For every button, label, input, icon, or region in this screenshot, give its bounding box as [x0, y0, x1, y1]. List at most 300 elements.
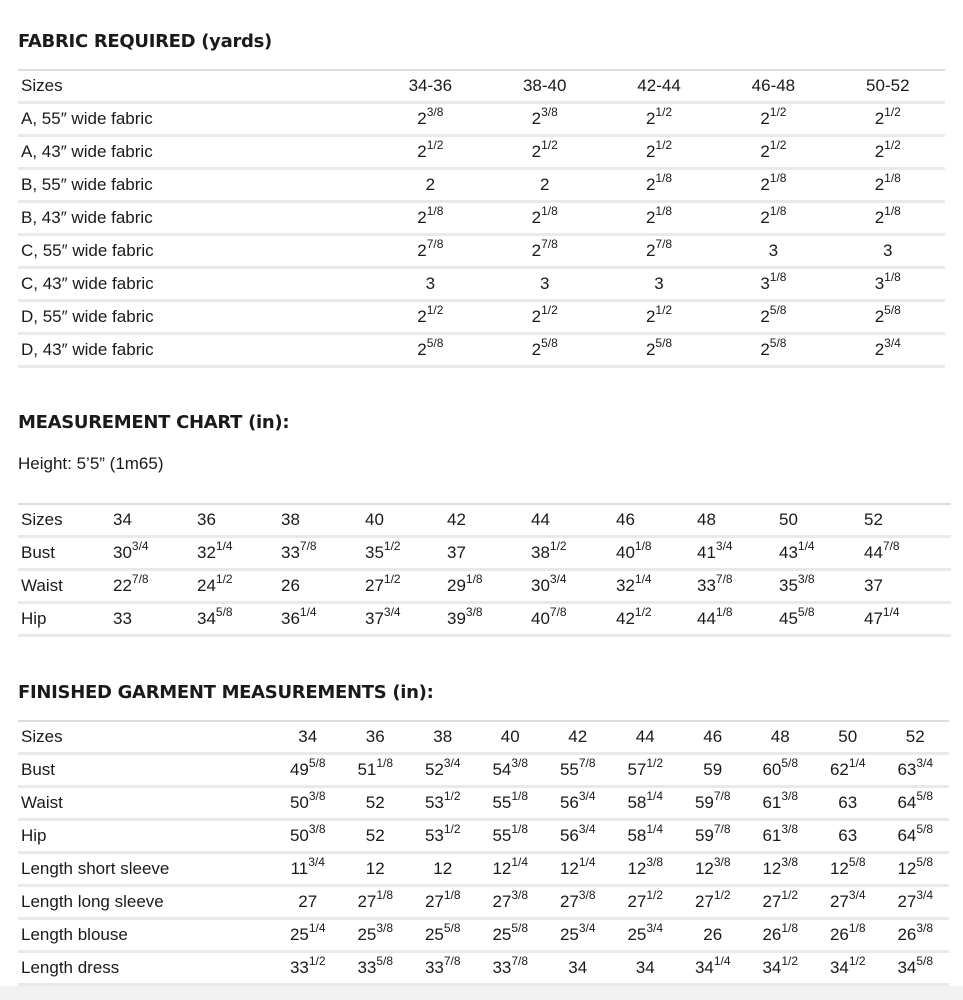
table-cell [444, 570, 528, 603]
value-whole: 2 [645, 208, 656, 227]
table-cell [477, 952, 545, 985]
table-cell [814, 754, 882, 787]
row-label: Bust [18, 754, 274, 787]
value-whole: 42 [616, 609, 635, 628]
fabric-required-title: FABRIC REQUIRED (yards) [18, 31, 272, 52]
value-fraction: 3/8 [376, 921, 394, 936]
value-whole: 37 [447, 543, 466, 562]
value-fraction: 3/8 [511, 756, 529, 771]
table-row [18, 570, 951, 603]
table-cell [814, 853, 882, 886]
value-whole: 2 [874, 307, 885, 326]
value-whole: 58 [627, 826, 647, 845]
value-whole: 2 [760, 175, 770, 194]
table-row [18, 952, 949, 985]
row-label: Length short sleeve [18, 853, 274, 886]
value-fraction: 1/4 [646, 789, 664, 804]
table-cell [274, 952, 342, 985]
value-fraction: 1/2 [781, 888, 799, 903]
value-whole: 26 [281, 576, 300, 595]
value-whole: 33 [492, 958, 512, 977]
table-cell [488, 136, 602, 169]
table-cell [831, 268, 945, 301]
value-fraction: 1/2 [549, 539, 567, 554]
value-whole: 42-44 [637, 76, 681, 95]
value-whole: 55 [492, 826, 512, 845]
finished-garment-table [18, 720, 949, 986]
value-fraction: 3/4 [884, 336, 901, 351]
table-cell [814, 820, 882, 853]
value-whole: 3 [768, 241, 779, 260]
value-fraction: 3/8 [797, 572, 815, 587]
value-whole: 24 [197, 576, 216, 595]
value-fraction: 7/8 [715, 572, 733, 587]
table-cell [747, 787, 815, 820]
table-cell [831, 301, 945, 334]
table-cell [409, 886, 477, 919]
table-cell [544, 820, 612, 853]
table-cell [747, 820, 815, 853]
table-row [18, 268, 945, 301]
table-cell [612, 952, 680, 985]
table-cell [477, 886, 545, 919]
row-label: Waist [18, 787, 274, 820]
value-whole: 25 [357, 925, 377, 944]
sizes-label: Sizes [18, 70, 373, 103]
value-whole: 38 [281, 510, 300, 529]
value-whole: 2 [645, 142, 656, 161]
value-whole: 35 [779, 576, 798, 595]
table-cell [274, 754, 342, 787]
table-cell [679, 919, 747, 952]
size-header [544, 721, 612, 754]
value-whole: 2 [425, 175, 436, 194]
value-whole: 2 [760, 142, 770, 161]
value-fraction: 3/8 [541, 105, 558, 120]
value-whole: 52 [365, 793, 385, 812]
value-whole: 27 [559, 892, 579, 911]
size-header [861, 504, 951, 537]
value-whole: 25 [289, 925, 309, 944]
value-fraction: 1/2 [884, 105, 901, 120]
measurement-chart-title: MEASUREMENT CHART (in): [18, 412, 290, 433]
table-cell [612, 919, 680, 952]
value-whole: 40 [616, 543, 635, 562]
value-whole: 2 [874, 208, 885, 227]
row-label: Hip [18, 603, 110, 636]
size-header [679, 721, 747, 754]
value-whole: 27 [424, 892, 444, 911]
value-fraction: 5/8 [541, 336, 558, 351]
table-cell [613, 570, 694, 603]
table-cell [776, 603, 861, 636]
value-whole: 52 [905, 727, 925, 746]
size-header [602, 70, 716, 103]
value-fraction: 5/8 [916, 822, 934, 837]
value-fraction: 1/8 [781, 921, 799, 936]
value-whole: 34 [197, 609, 216, 628]
table-cell [602, 301, 716, 334]
table-cell [716, 136, 830, 169]
table-cell [488, 268, 602, 301]
value-whole: 36 [365, 727, 385, 746]
value-whole: 2 [531, 340, 542, 359]
value-fraction: 5/8 [848, 855, 866, 870]
value-fraction: 7/8 [713, 822, 731, 837]
table-row [18, 787, 949, 820]
value-whole: 36 [281, 609, 300, 628]
row-label: Length dress [18, 952, 274, 985]
table-cell [679, 886, 747, 919]
table-row [18, 537, 951, 570]
value-whole: 40 [365, 510, 384, 529]
value-whole: 2 [417, 142, 427, 161]
value-whole: 61 [762, 826, 782, 845]
value-fraction: 7/8 [549, 605, 567, 620]
value-whole: 27 [762, 892, 782, 911]
size-header [362, 504, 444, 537]
value-fraction: 1/4 [882, 605, 900, 620]
value-fraction: 3/8 [713, 855, 731, 870]
table-row [18, 301, 945, 334]
table-cell [110, 603, 194, 636]
value-whole: 50-52 [866, 76, 910, 95]
table-cell [612, 754, 680, 787]
value-whole: 60 [762, 760, 782, 779]
table-cell [694, 570, 776, 603]
measurement-chart-table [18, 503, 951, 637]
table-cell [747, 886, 815, 919]
value-fraction: 1/4 [299, 605, 317, 620]
value-whole: 52 [365, 826, 385, 845]
row-label: B, 55″ wide fabric [18, 169, 373, 202]
value-whole: 44 [635, 727, 655, 746]
value-whole: 38-40 [522, 76, 567, 95]
value-fraction: 3/4 [578, 822, 596, 837]
value-fraction: 3/4 [578, 921, 596, 936]
value-whole: 27 [365, 576, 384, 595]
value-whole: 2 [417, 241, 427, 260]
value-whole: 2 [760, 109, 770, 128]
value-whole: 47 [864, 609, 883, 628]
value-whole: 63 [838, 793, 858, 812]
value-whole: 3 [654, 274, 664, 293]
table-cell [488, 235, 602, 268]
row-label: A, 43″ wide fabric [18, 136, 373, 169]
table-cell [409, 820, 477, 853]
table-cell [612, 853, 680, 886]
value-fraction: 3/4 [131, 539, 149, 554]
table-cell [274, 787, 342, 820]
value-fraction: 1/8 [426, 204, 444, 219]
value-fraction: 1/2 [769, 105, 787, 120]
value-whole: 12 [492, 859, 512, 878]
value-whole: 30 [113, 543, 132, 562]
table-cell [861, 603, 951, 636]
value-fraction: 1/8 [376, 888, 394, 903]
value-whole: 25 [492, 925, 512, 944]
value-whole: 46-48 [751, 76, 796, 95]
value-whole: 32 [197, 543, 216, 562]
table-row [18, 886, 949, 919]
value-fraction: 1/2 [655, 303, 673, 318]
value-fraction: 7/8 [713, 789, 731, 804]
value-whole: 2 [417, 208, 427, 227]
size-header [342, 721, 410, 754]
table-cell [528, 570, 613, 603]
table-cell [602, 268, 716, 301]
table-cell [477, 754, 545, 787]
finished-garment-title: FINISHED GARMENT MEASUREMENTS (in): [18, 682, 434, 703]
value-whole: 41 [697, 543, 716, 562]
value-whole: 33 [357, 958, 377, 977]
value-whole: 55 [492, 793, 512, 812]
row-label: Waist [18, 570, 110, 603]
table-row [18, 919, 949, 952]
value-fraction: 1/8 [655, 171, 673, 186]
value-fraction: 1/8 [884, 171, 901, 186]
value-fraction: 7/8 [511, 954, 529, 969]
value-whole: 34-36 [408, 76, 453, 95]
value-whole: 61 [762, 793, 782, 812]
size-header [831, 70, 945, 103]
value-fraction: 3/8 [781, 855, 799, 870]
table-cell [882, 886, 950, 919]
value-fraction: 1/4 [511, 855, 529, 870]
value-whole: 30 [531, 576, 550, 595]
table-cell [544, 886, 612, 919]
table-cell [444, 537, 528, 570]
value-fraction: 7/8 [882, 539, 900, 554]
size-header [444, 504, 528, 537]
table-cell [544, 853, 612, 886]
table-cell [488, 169, 602, 202]
table-cell [747, 952, 815, 985]
value-fraction: 7/8 [578, 756, 596, 771]
value-whole: 33 [697, 576, 716, 595]
table-row [18, 235, 945, 268]
value-whole: 34 [694, 958, 714, 977]
table-cell [612, 787, 680, 820]
table-cell [814, 886, 882, 919]
table-cell [831, 202, 945, 235]
value-whole: 2 [531, 307, 542, 326]
value-whole: 12 [897, 859, 917, 878]
table-cell [409, 787, 477, 820]
value-whole: 27 [627, 892, 647, 911]
value-fraction: 3/4 [308, 855, 325, 870]
value-whole: 2 [645, 175, 656, 194]
table-cell [776, 570, 861, 603]
table-cell [362, 603, 444, 636]
value-fraction: 1/8 [769, 171, 787, 186]
row-label: D, 43″ wide fabric [18, 334, 373, 367]
size-header [776, 504, 861, 537]
value-fraction: 5/8 [655, 336, 673, 351]
value-fraction: 1/2 [426, 303, 444, 318]
row-label: C, 55″ wide fabric [18, 235, 373, 268]
table-cell [477, 787, 545, 820]
value-fraction: 3/4 [578, 789, 596, 804]
value-whole: 27 [492, 892, 512, 911]
table-cell [544, 952, 612, 985]
value-whole: 34 [298, 727, 318, 746]
value-whole: 25 [627, 925, 647, 944]
table-cell [477, 853, 545, 886]
value-whole: 33 [424, 958, 444, 977]
value-whole: 34 [113, 510, 132, 529]
table-cell [194, 537, 278, 570]
value-whole: 2 [417, 340, 427, 359]
table-cell [373, 334, 487, 367]
value-whole: 25 [424, 925, 444, 944]
table-cell [831, 169, 945, 202]
value-whole: 27 [357, 892, 377, 911]
table-row [18, 136, 945, 169]
table-cell [602, 202, 716, 235]
value-fraction: 1/4 [797, 539, 815, 554]
table-row [18, 202, 945, 235]
table-cell [612, 820, 680, 853]
value-whole: 46 [616, 510, 635, 529]
table-cell [362, 537, 444, 570]
table-cell [747, 853, 815, 886]
size-header [612, 721, 680, 754]
table-cell [679, 853, 747, 886]
value-whole: 33 [281, 543, 300, 562]
value-whole: 2 [417, 307, 427, 326]
value-whole: 52 [424, 760, 444, 779]
table-cell [882, 787, 950, 820]
value-whole: 50 [779, 510, 798, 529]
value-whole: 51 [357, 760, 377, 779]
table-cell [342, 787, 410, 820]
value-fraction: 3/8 [426, 105, 444, 120]
value-fraction: 3/4 [715, 539, 733, 554]
value-fraction: 3/8 [511, 888, 529, 903]
value-whole: 3 [874, 274, 885, 293]
value-whole: 38 [531, 543, 550, 562]
table-cell [814, 787, 882, 820]
value-whole: 2 [531, 142, 542, 161]
value-whole: 27 [829, 892, 849, 911]
value-fraction: 1/2 [781, 954, 799, 969]
value-whole: 44 [697, 609, 716, 628]
size-header [814, 721, 882, 754]
value-whole: 11 [290, 859, 309, 878]
value-whole: 27 [298, 892, 318, 911]
value-whole: 2 [760, 307, 770, 326]
value-fraction: 5/8 [426, 336, 444, 351]
value-whole: 57 [627, 760, 647, 779]
table-cell [716, 268, 830, 301]
value-fraction: 3/8 [308, 822, 326, 837]
value-fraction: 1/2 [848, 954, 866, 969]
table-cell [747, 754, 815, 787]
value-whole: 12 [829, 859, 849, 878]
table-cell [613, 603, 694, 636]
value-whole: 55 [559, 760, 579, 779]
value-fraction: 3/4 [646, 921, 664, 936]
bottom-bar [0, 986, 963, 1000]
value-fraction: 1/4 [215, 539, 233, 554]
size-header [694, 504, 776, 537]
value-whole: 44 [531, 510, 550, 529]
row-label: Length long sleeve [18, 886, 274, 919]
table-cell [110, 570, 194, 603]
value-whole: 22 [113, 576, 132, 595]
value-whole: 62 [829, 760, 849, 779]
table-row [18, 603, 951, 636]
value-fraction: 3/8 [781, 822, 799, 837]
value-whole: 42 [568, 727, 588, 746]
value-whole: 39 [447, 609, 466, 628]
size-header [110, 504, 194, 537]
value-whole: 3 [539, 274, 550, 293]
value-fraction: 5/8 [769, 303, 787, 318]
value-fraction: 7/8 [299, 539, 317, 554]
table-cell [409, 853, 477, 886]
value-fraction: 1/2 [215, 572, 233, 587]
value-whole: 33 [113, 609, 132, 628]
table-cell [612, 886, 680, 919]
value-fraction: 5/8 [797, 605, 815, 620]
value-fraction: 3/8 [308, 789, 326, 804]
table-cell [602, 334, 716, 367]
table-cell [694, 603, 776, 636]
table-cell [679, 820, 747, 853]
value-fraction: 1/2 [443, 822, 461, 837]
height-note: Height: 5’5” (1m65) [18, 454, 164, 473]
value-whole: 2 [760, 208, 770, 227]
table-cell [544, 754, 612, 787]
value-whole: 2 [645, 307, 656, 326]
table-cell [278, 603, 362, 636]
value-fraction: 1/2 [713, 888, 731, 903]
value-whole: 58 [627, 793, 647, 812]
value-fraction: 1/8 [769, 204, 787, 219]
value-whole: 59 [703, 760, 723, 779]
table-cell [373, 103, 487, 136]
table-cell [544, 919, 612, 952]
sizes-label: Sizes [18, 721, 274, 754]
value-whole: 44 [864, 543, 883, 562]
fabric-required-table [18, 69, 945, 368]
value-whole: 37 [365, 609, 384, 628]
value-whole: 53 [424, 826, 444, 845]
value-fraction: 1/4 [646, 822, 664, 837]
value-fraction: 7/8 [131, 572, 149, 587]
table-cell [342, 952, 410, 985]
value-fraction: 1/8 [443, 888, 461, 903]
value-whole: 2 [417, 109, 427, 128]
value-fraction: 5/8 [215, 605, 233, 620]
value-fraction: 1/2 [769, 138, 787, 153]
value-fraction: 1/8 [541, 204, 558, 219]
value-fraction: 1/8 [769, 270, 787, 285]
table-cell [488, 334, 602, 367]
value-fraction: 5/8 [916, 789, 934, 804]
table-row [18, 103, 945, 136]
sizes-label: Sizes [18, 504, 110, 537]
value-whole: 64 [897, 793, 917, 812]
value-whole: 45 [779, 609, 798, 628]
value-whole: 59 [694, 826, 714, 845]
value-fraction: 5/8 [443, 921, 461, 936]
value-whole: 63 [897, 760, 917, 779]
size-header [488, 70, 602, 103]
table-cell [342, 754, 410, 787]
